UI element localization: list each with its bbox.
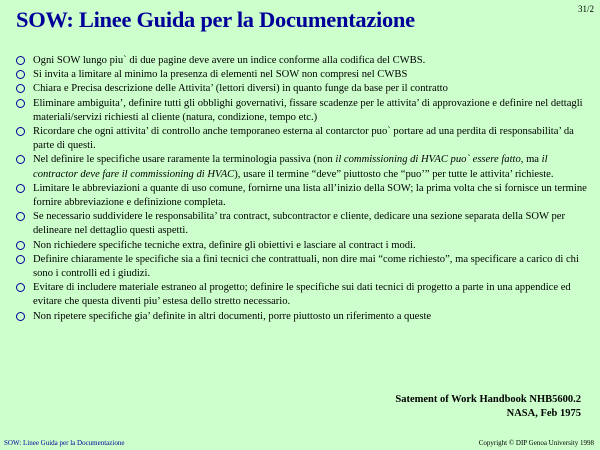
bullet-item [16, 153, 594, 181]
bullet-circle-icon [16, 255, 25, 264]
bullet-circle-icon [16, 56, 25, 65]
bullet-list [16, 54, 594, 324]
bullet-item [16, 182, 594, 210]
bullet-circle-icon [16, 312, 25, 321]
bullet-item [16, 54, 594, 68]
bullet-item [16, 97, 594, 125]
bullet-text-italic: il commissioning di HVAC puo` essere fatto [335, 154, 521, 166]
bullet-circle-icon [16, 155, 25, 164]
bullet-item [16, 68, 594, 82]
bullet-circle-icon [16, 241, 25, 250]
source-citation [395, 393, 581, 421]
bullet-text: Definire chiaramente le specifiche sia a fini tecnici che contrattuali, non dire mai “come richiesto”, ma specificare a carico di chi sono i controlli ed i giudizi. [33, 253, 579, 280]
bullet-circle-icon [16, 212, 25, 221]
bullet-item [16, 125, 594, 153]
bullet-text: Non richiedere specifiche tecniche extra, definire gli obiettivi e lasciare al contract i modi. [33, 239, 416, 251]
bullet-text: Evitare di includere materiale estraneo al progetto; definire le specifiche sui dati tecnici di progetto a parte in una appendice ed evitare che questa diventi piu’ estesa dello stretto necessario. [33, 282, 571, 308]
bullet-item [16, 239, 594, 253]
bullet-text: Chiara e Precisa descrizione delle Attivita’ (lettori diversi) in quanto funge da base per il contratto [33, 83, 448, 95]
page-number: 31/2 [577, 4, 594, 14]
bullet-text: Nel definire le specifiche usare raramente la terminologia passiva (non [33, 154, 336, 166]
bullet-text: Si invita a limitare al minimo la presenza di elementi nel SOW non compresi nel CWBS [33, 69, 408, 81]
source-line-1: Satement of Work Handbook NHB5600.2 [395, 394, 581, 405]
bullet-circle-icon [16, 127, 25, 136]
bullet-text: ), usare il termine “deve” piuttosto che “puo’” per tutte le attivita’ richieste. [234, 168, 554, 180]
bullet-circle-icon [16, 70, 25, 79]
bullet-item [16, 210, 594, 238]
bullet-item [16, 253, 594, 281]
bullet-text: Ogni SOW lungo piu` di due pagine deve avere un indice conforme alla codifica del CWBS. [33, 55, 426, 66]
bullet-text: Eliminare ambiguita’, definire tutti gli obblighi governativi, fissare scadenze per le attivita’ di approvazione e definire nel dettagli materiali/servizi richiesti al cliente (natura, condizione, tempo etc.) [33, 97, 583, 123]
bullet-item [16, 82, 594, 96]
footer-title: SOW: Linee Guida per la Documentazione [4, 439, 125, 447]
bullet-text: Non ripetere specifiche gia’ definite in altri documenti, porre piuttosto un riferimento a queste [33, 310, 432, 322]
bullet-text: Se necessario suddividere le responsabilita’ tra contract, subcontractor e cliente, dedicare una sezione separata della SOW per delineare nel dettaglio questi aspetti. [33, 211, 566, 237]
bullet-item [16, 281, 594, 309]
bullet-circle-icon [16, 99, 25, 108]
footer-copyright: Copyright © DIP Genoa University 1998 [478, 439, 594, 447]
bullet-circle-icon [16, 84, 25, 93]
page-title: SOW: Linee Guida per la Documentazione [16, 7, 415, 32]
bullet-text-italic: il contractor deve fare il commissioning di HVAC [33, 154, 548, 180]
bullet-circle-icon [16, 283, 25, 292]
bullet-circle-icon [16, 184, 25, 193]
bullet-text: Limitare le abbreviazioni a quante di uso comune, fornirne una lista all’inizio della SOW; la prima volta che si fornisce un termine fornire abbreviazione e definizione completa. [33, 182, 587, 209]
bullet-text: , ma [520, 154, 542, 166]
source-line-2: NASA, Feb 1975 [506, 408, 581, 419]
bullet-text: Ricordare che ogni attivita’ di controllo anche temporaneo esterna al contarctor puo` portare ad una perdita di responsabilita’ da parte di questi. [33, 126, 574, 152]
bullet-item [16, 310, 594, 324]
